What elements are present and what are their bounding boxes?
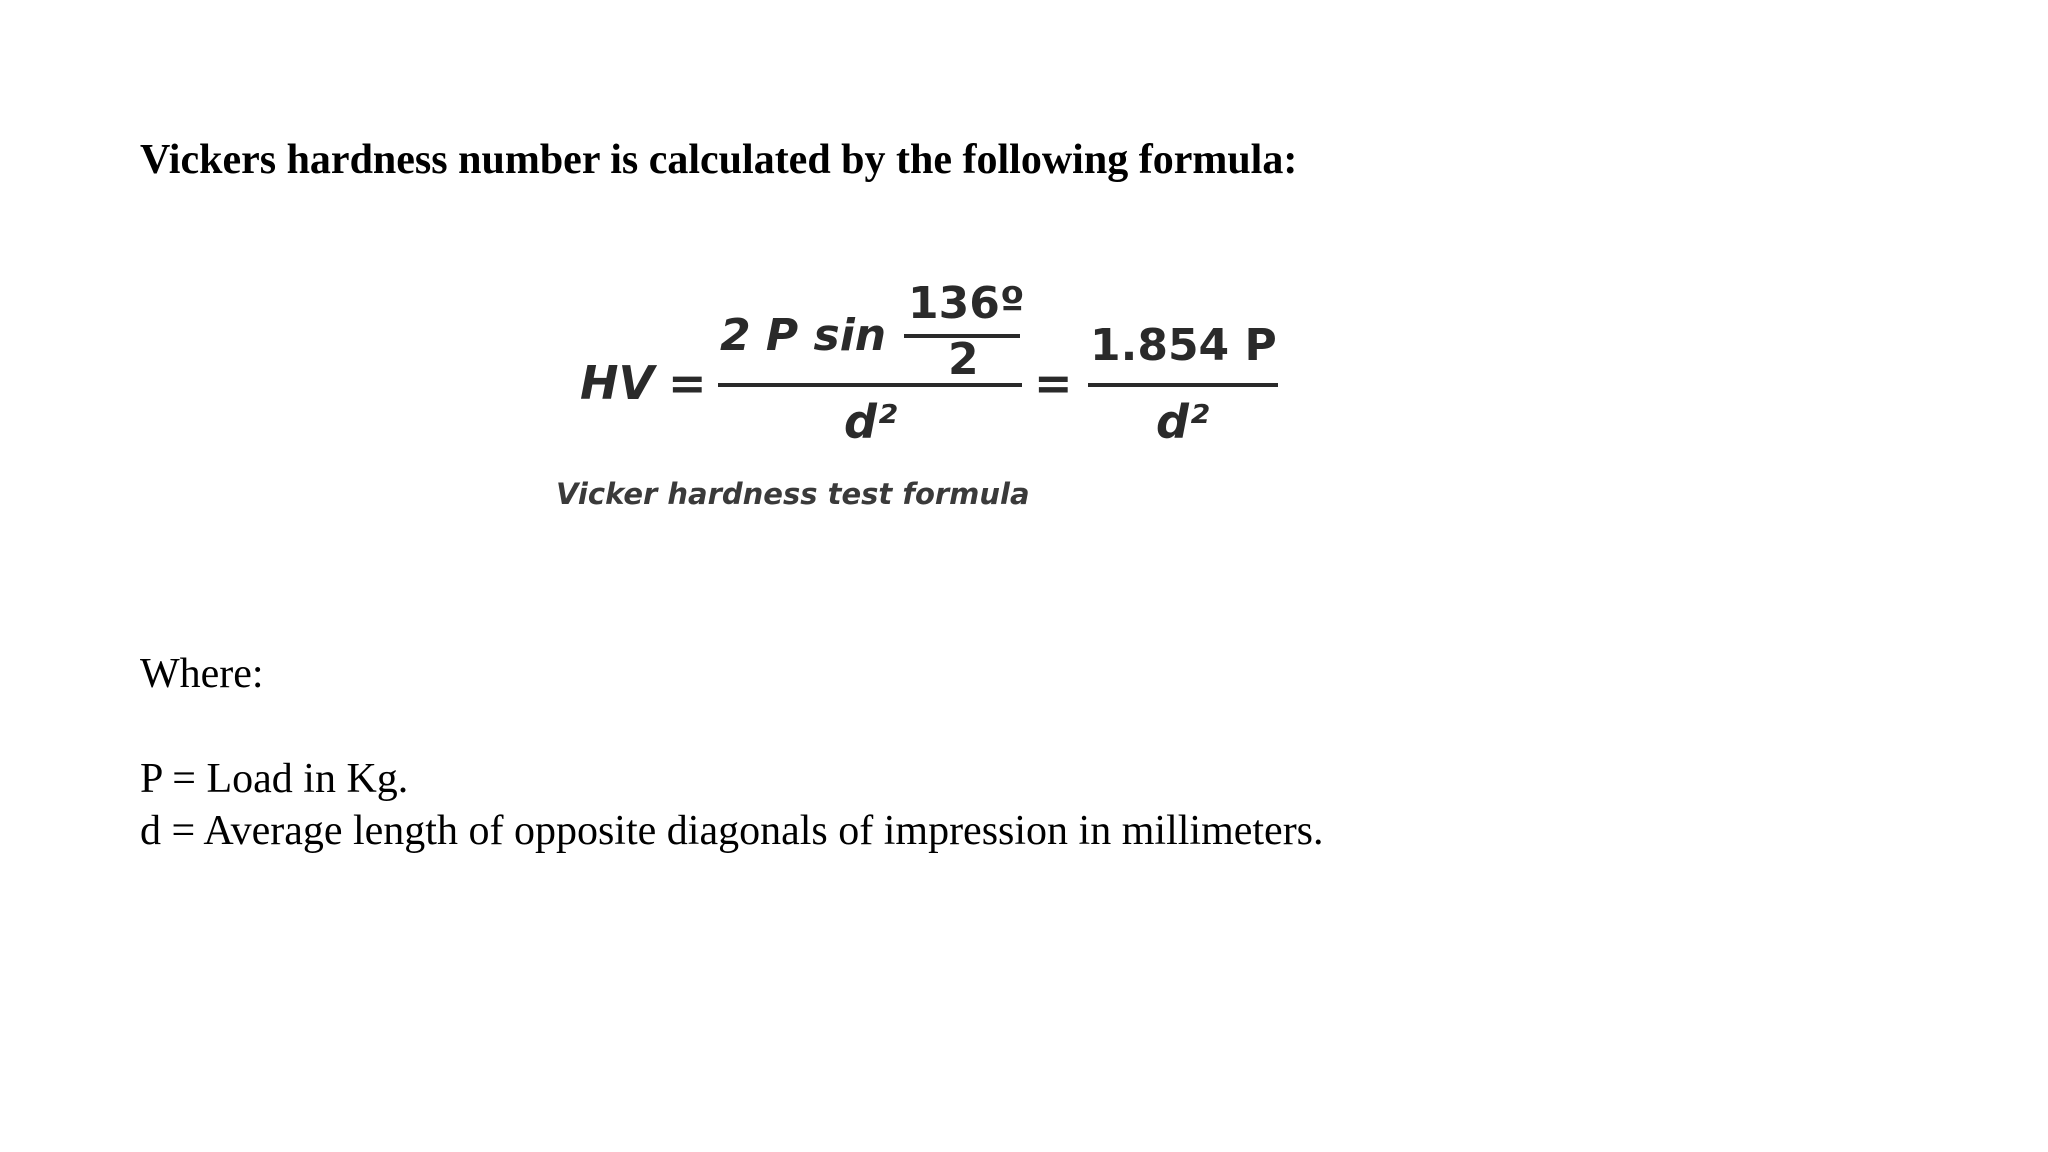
- formula-lhs: HV: [580, 356, 655, 410]
- angle-numerator: 136º: [908, 278, 1025, 329]
- definition-item-p: P = Load in Kg.: [140, 756, 409, 802]
- formula-image: [552, 268, 1292, 528]
- angle-denominator: 2: [948, 334, 979, 385]
- variable-definitions: [140, 753, 1324, 857]
- denominator-left: d²: [844, 395, 898, 449]
- numerator-right: 1.854 P: [1090, 320, 1277, 371]
- where-label: Where:: [140, 651, 264, 697]
- formula-equals-2: =: [1034, 356, 1073, 410]
- formula-caption: Vicker hardness test formula: [556, 477, 1030, 511]
- formula-equals-1: =: [668, 356, 707, 410]
- definition-item-d: d = Average length of opposite diagonals of impression in millimeters.: [140, 808, 1324, 854]
- formula-svg: [552, 268, 1292, 528]
- numerator-left: 2 P sin: [720, 310, 887, 361]
- denominator-right: d²: [1156, 395, 1210, 449]
- page-heading: Vickers hardness number is calculated by the following formula:: [140, 137, 1298, 183]
